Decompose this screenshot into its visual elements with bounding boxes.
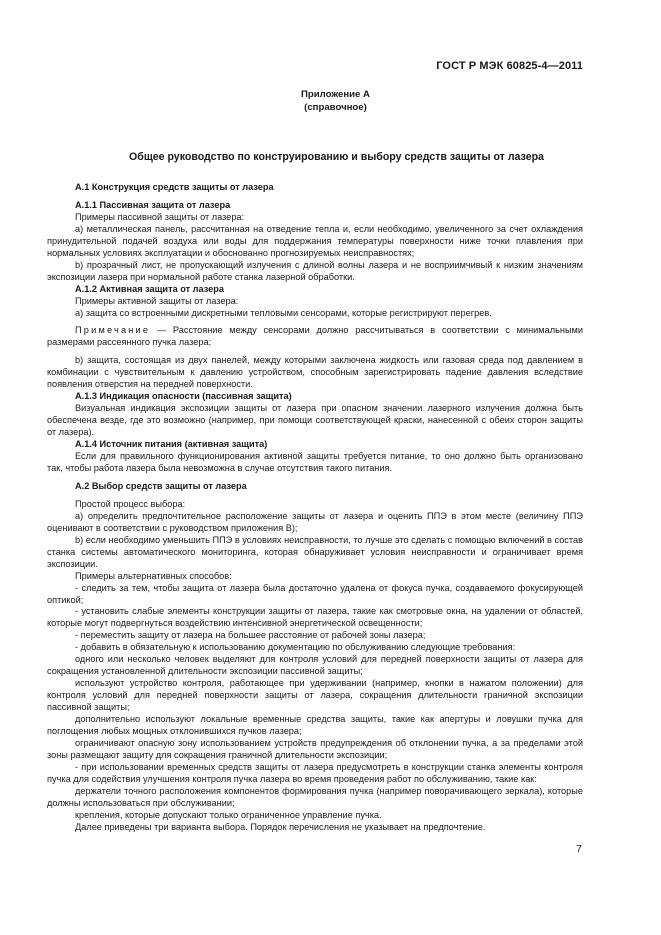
- list-item: держатели точного расположения компонентов формирования пучка (например поворачивающего зеркала), которые должны использоваться при обслуживании;: [47, 785, 583, 808]
- page-number: 7: [576, 843, 582, 855]
- list-item: b) прозрачный лист, не пропускающий излучения с длиной волны лазера и не восприимчивый к низким значениям экспозиции лазера при нормальной работе станка лазерной обработки.: [47, 259, 583, 282]
- paragraph: Примеры пассивной защиты от лазера:: [75, 211, 245, 222]
- list-item: - установить слабые элементы конструкции защиты от лазера, такие как смотровые окна, на удалении от областей, которые могут подвергнуться воздействию интенсивной энергетической освещенности;: [47, 606, 583, 629]
- paragraph: Примеры альтернативных способов:: [75, 570, 232, 581]
- paragraph: Простой процесс выбора:: [75, 498, 186, 509]
- list-item: - при использовании временных средств защиты от лазера предусмотреть в конструкции станка элементы контроля пучка для содействия улучшения контроля пучка лазера во время проведения работ по обслуживанию, такие как:: [47, 761, 583, 784]
- list-item: крепления, которые допускают только ограниченное управление пучка.: [75, 809, 382, 820]
- paragraph: Примеры активной защиты от лазера:: [75, 295, 239, 306]
- document-body: [47, 182, 583, 834]
- note-text: — Расстояние между сенсорами должно рассчитываться в соответствии с минимальными размерами рассеянного пучка лазера;: [47, 325, 583, 348]
- list-item: используют устройство контроля, работающее при удерживании (например, кнопки в нажатом положении) для контроля условий для передней поверхности защиты от лазера, сокращения длительности граничной экспозиции пассивной защиты;: [47, 678, 583, 713]
- page-title: Общее руководство по конструированию и выбору средств защиты от лазера: [129, 151, 544, 163]
- section-heading: А.2 Выбор средств защиты от лазера: [75, 480, 247, 491]
- annex-subtitle: (справочное): [304, 102, 367, 113]
- paragraph: Визуальная индикация экспозиции защиты от лазера при опасном значении лазерного излучения должна быть обеспечена везде, где это возможно (например, при помощи соответствующей краски, нанесенной с обеих сторон защиты от лазера).: [47, 403, 583, 438]
- list-item: а) определить предпочтительное расположение защиты от лазера и оценить ППЭ в этом месте (величину ППЭ оценивают в соответствии с руководством приложения В);: [47, 510, 583, 533]
- paragraph: Далее приведены три варианта выбора. Порядок перечисления не указывает на предпочтение.: [75, 821, 486, 832]
- paragraph: Если для правильного функционирования активной защиты требуется питание, то оно должно быть организовано так, чтобы работа лазера была невозможна в случае отсутствия такого питания.: [47, 451, 583, 473]
- subsection-heading: А.1.1 Пассивная защита от лазера: [75, 199, 231, 210]
- annex-title: Приложение А: [301, 89, 370, 100]
- list-item: одного или несколько человек выделяют для контроля условий для передней поверхности защиты от лазера для сокращения установленной длительности экспозиции пассивной защиты;: [47, 654, 583, 677]
- list-item: - переместить защиту от лазера на большее расстояние от рабочей зоны лазера;: [75, 630, 426, 641]
- subsection-heading: А.1.2 Активная защита от лазера: [75, 283, 225, 294]
- note: [47, 325, 583, 349]
- list-item: а) металлическая панель, рассчитанная на отведение тепла и, если необходимо, увеличенного за счет охлаждения принудительной подачей воздуха или воды для поддержания температуры поверхности ниже точки плавления при нормальных условиях эксплуатации и обоснованно прогнозируемых неисправностях;: [47, 223, 583, 258]
- subsection-heading: А.1.3 Индикация опасности (пассивная защита): [75, 391, 292, 402]
- note-label: Примечание: [75, 325, 151, 336]
- list-item: b) защита, состоящая из двух панелей, между которыми заключена жидкость или газовая среда под давлением в комбинации с чувствительным к давлению устройством, способным зарегистрировать падение давления вследствие появления отверстия на передней поверхности.: [47, 355, 583, 390]
- list-item: дополнительно используют локальные временные средства защиты, такие как апертуры и ловушки пучка для поглощения любых мощных отклонившихся пучков лазера;: [47, 714, 583, 736]
- list-item: - следить за тем, чтобы защита от лазера была достаточно удалена от фокуса пучка, создаваемого фокусирующей оптикой;: [47, 582, 583, 605]
- list-item: b) если необходимо уменьшить ППЭ в условиях неисправности, то лучше это сделать с помощью включений в состав станка системы автоматического мониторинга, которая обнаруживает условия неисправности и ограничивает время экспозиции.: [47, 534, 583, 569]
- list-item: ограничивают опасную зону использованием устройств предупреждения об отклонении пучка, а за пределами этой зоны размещают защиту для сокращения граничной длительности экспозиции;: [47, 737, 583, 760]
- list-item: а) защита со встроенными дискретными тепловыми сенсорами, которые регистрируют перегрев.: [75, 307, 492, 318]
- subsection-heading: А.1.4 Источник питания (активная защита): [75, 439, 268, 450]
- annex-heading: [0, 88, 661, 114]
- section-heading: А.1 Конструкция средств защиты от лазера: [75, 182, 274, 192]
- document-code: ГОСТ Р МЭК 60825-4—2011: [436, 60, 583, 72]
- list-item: - добавить в обязательную к использованию документацию по обслуживанию следующие требования:: [75, 642, 516, 653]
